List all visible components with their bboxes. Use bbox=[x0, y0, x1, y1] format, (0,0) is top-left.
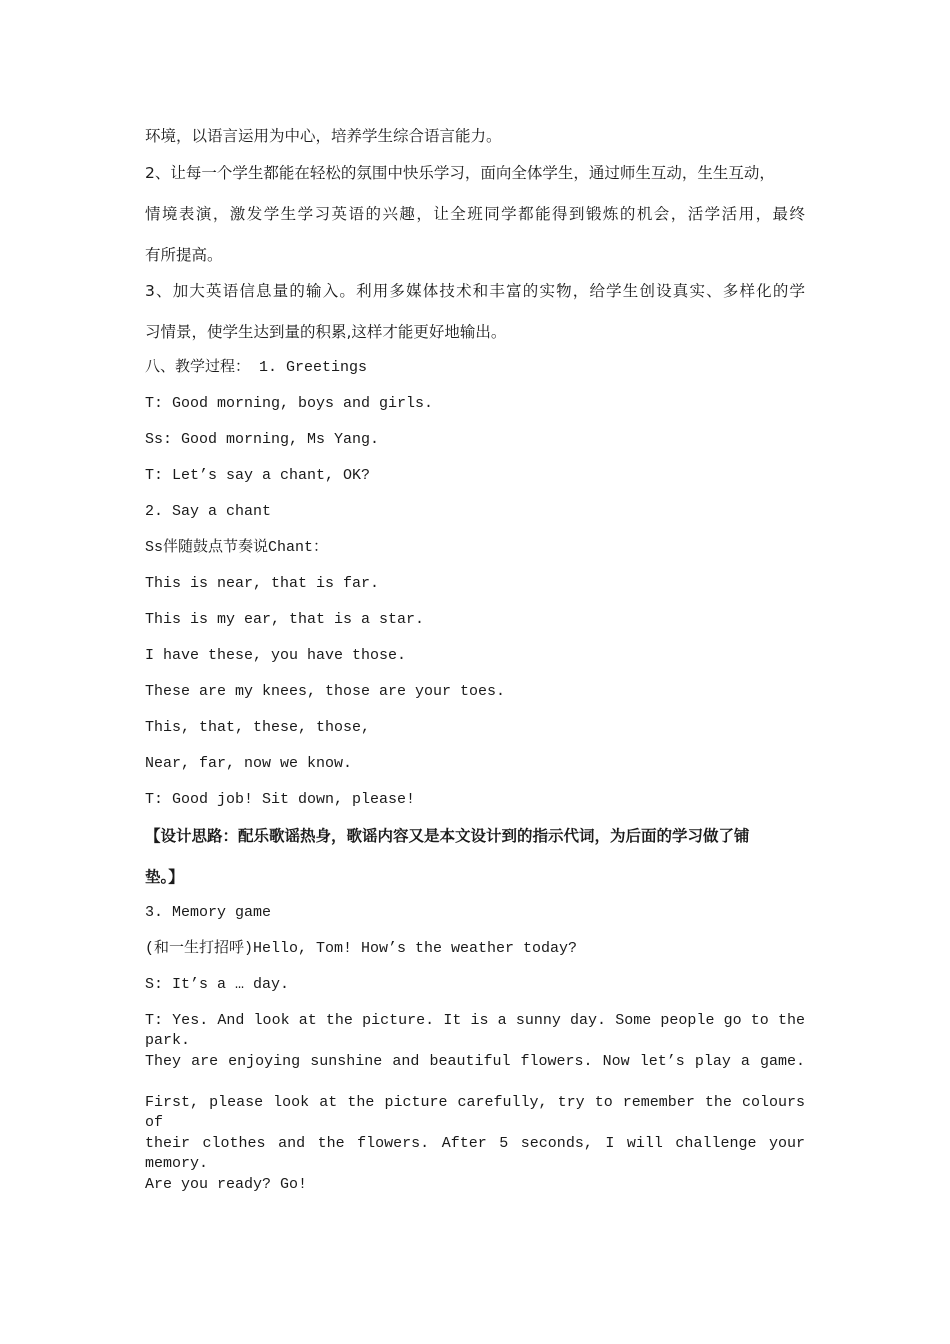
chant-line: I have these, you have those. bbox=[145, 647, 407, 664]
dialogue-line: Ss: Good morning, Ms Yang. bbox=[145, 431, 380, 448]
design-note: 【设计思路：配乐歌谣热身，歌谣内容又是本文设计到的指示代词，为后面的学习做了铺 bbox=[145, 827, 750, 845]
paragraph-line: 环境，以语言运用为中心，培养学生综合语言能力。 bbox=[145, 127, 502, 145]
dialogue-line: T: Yes. And look at the picture. It is a sunny day. Some people go to the park. bbox=[145, 1012, 805, 1049]
dialogue-line: T: Let’s say a chant, OK? bbox=[145, 467, 371, 484]
step-heading: 2. Say a chant bbox=[145, 503, 272, 520]
chant-line: This is near, that is far. bbox=[145, 575, 380, 592]
dialogue-line: Are you ready? Go! bbox=[145, 1176, 308, 1193]
dialogue-line: T: Good job! Sit down, please! bbox=[145, 791, 416, 808]
paragraph-line: 有所提高。 bbox=[145, 246, 223, 264]
chant-line: This, that, these, those, bbox=[145, 719, 371, 736]
step-heading: 3. Memory game bbox=[145, 904, 272, 921]
paragraph-line: 3、加大英语信息量的输入。利用多媒体技术和丰富的实物，给学生创设真实、多样化的学 bbox=[145, 282, 805, 300]
design-note: 垫。】 bbox=[145, 868, 184, 886]
paragraph-line: 2、让每一个学生都能在轻松的氛围中快乐学习，面向全体学生，通过师生互动，生生互动， bbox=[145, 164, 775, 182]
paragraph-line: 习情景，使学生达到量的积累,这样才能更好地输出。 bbox=[145, 323, 507, 341]
dialogue-line: They are enjoying sunshine and beautiful flowers. Now let’s play a game. bbox=[145, 1053, 805, 1070]
dialogue-line: their clothes and the flowers. After 5 seconds, I will challenge your memory. bbox=[145, 1135, 805, 1172]
paragraph-line: 情境表演，激发学生学习英语的兴趣，让全班同学都能得到锻炼的机会，活学活用，最终 bbox=[145, 205, 805, 223]
chant-line: Near, far, now we know. bbox=[145, 755, 353, 772]
chant-line: This is my ear, that is a star. bbox=[145, 611, 425, 628]
dialogue-line: S: It’s a … day. bbox=[145, 976, 290, 993]
chant-line: These are my knees, those are your toes. bbox=[145, 683, 506, 700]
paragraph-line: Ss伴随鼓点节奏说Chant： bbox=[145, 539, 329, 556]
dialogue-line: (和一生打招呼)Hello, Tom! How’s the weather today? bbox=[145, 940, 578, 957]
dialogue-line: T: Good morning, boys and girls. bbox=[145, 395, 434, 412]
section-heading: 八、教学过程： 1. Greetings bbox=[145, 359, 368, 376]
dialogue-line: First, please look at the picture carefully, try to remember the colours of bbox=[145, 1094, 805, 1131]
